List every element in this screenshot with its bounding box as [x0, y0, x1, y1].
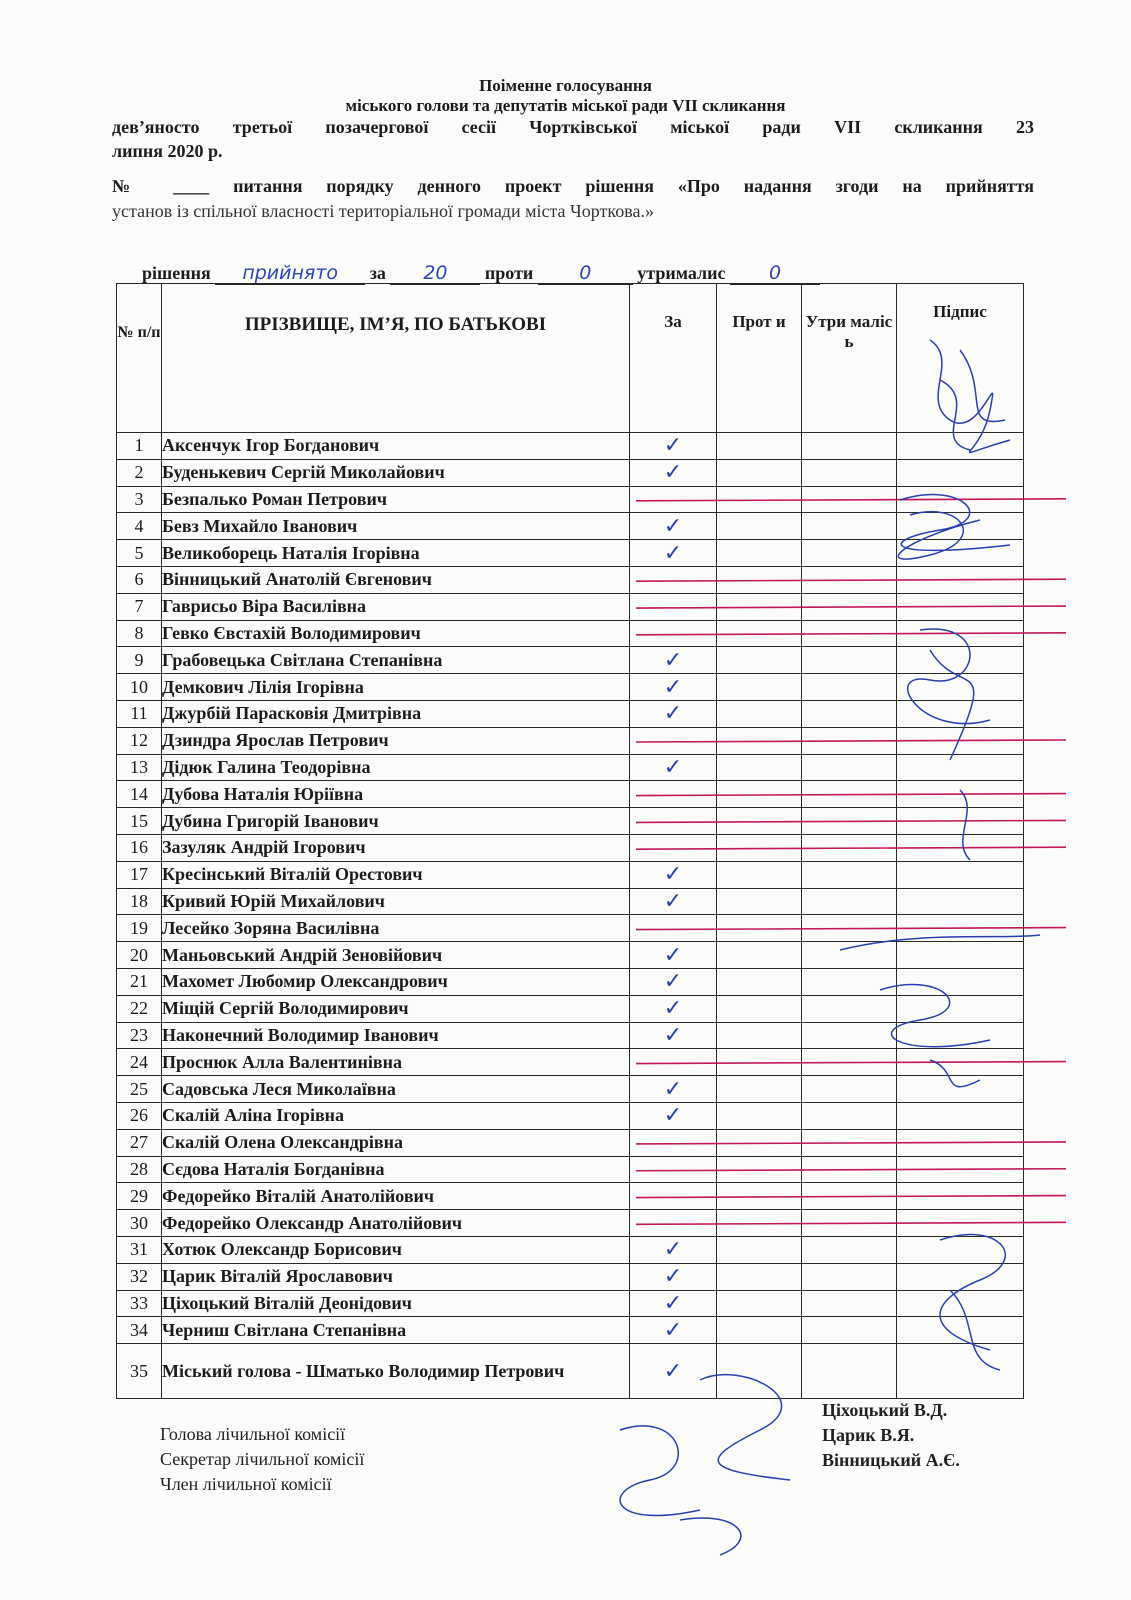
- for-label: за: [369, 263, 386, 283]
- for-mark: ✓: [630, 995, 717, 1022]
- header-against: Прот и: [717, 284, 802, 433]
- commission-role: Член лічильної комісії: [160, 1474, 332, 1494]
- row-number: 6: [117, 566, 162, 593]
- against-label: проти: [484, 263, 534, 283]
- row-number: 8: [117, 620, 162, 647]
- row-name: Джурбій Парасковія Дмитрівна: [162, 700, 630, 727]
- row-number: 20: [117, 942, 162, 969]
- row-number: 13: [117, 754, 162, 781]
- strike-line: [636, 740, 1066, 742]
- row-name: Великоборець Наталія Ігорівна: [162, 540, 630, 567]
- row-name: Дубина Григорій Іванович: [162, 808, 630, 835]
- for-mark: ✓: [630, 1263, 717, 1290]
- row-number: 17: [117, 861, 162, 888]
- row-number: 26: [117, 1102, 162, 1129]
- row-number: 2: [117, 459, 162, 486]
- for-mark: ✓: [630, 1022, 717, 1049]
- row-number: 28: [117, 1156, 162, 1183]
- row-number: 7: [117, 593, 162, 620]
- for-mark: ✓: [630, 674, 717, 701]
- row-name: Дубова Наталія Юріївна: [162, 781, 630, 808]
- row-name: Демкович Лілія Ігорівна: [162, 674, 630, 701]
- row-name: Гаврисьо Віра Василівна: [162, 593, 630, 620]
- row-name: Ціхоцький Віталій Деонідович: [162, 1290, 630, 1317]
- row-name: Безпалько Роман Петрович: [162, 486, 630, 513]
- row-name: Проснюк Алла Валентинівна: [162, 1049, 630, 1076]
- row-number: 29: [117, 1183, 162, 1210]
- row-name: Міський голова - Шматько Володимир Петрович: [162, 1344, 630, 1399]
- session-line-1: дев’яносто третьої позачергової сесії Чортківської міської ради VII скликання 23: [112, 117, 1034, 137]
- row-name: Міщій Сергій Володимирович: [162, 995, 630, 1022]
- commission-role: Секретар лічильної комісії: [160, 1449, 365, 1469]
- row-number: 18: [117, 888, 162, 915]
- row-number: 24: [117, 1049, 162, 1076]
- row-name: Хотюк Олександр Борисович: [162, 1236, 630, 1263]
- row-number: 12: [117, 727, 162, 754]
- against-value: 0: [538, 262, 633, 285]
- for-mark: ✓: [630, 754, 717, 781]
- for-mark: ✓: [630, 968, 717, 995]
- row-name: Наконечний Володимир Іванович: [162, 1022, 630, 1049]
- commission-name: Ціхоцький В.Д.: [822, 1400, 948, 1420]
- row-name: Федорейко Олександр Анатолійович: [162, 1210, 630, 1237]
- strike-line: [636, 606, 1066, 608]
- row-number: 9: [117, 647, 162, 674]
- strike-lines: [636, 499, 1066, 1225]
- decision-value: прийнято: [215, 262, 365, 285]
- signature-group-3: [908, 629, 990, 860]
- commission-name: Царик В.Я.: [822, 1425, 915, 1445]
- row-number: 31: [117, 1236, 162, 1263]
- commission-role: Голова лічильної комісії: [160, 1424, 346, 1444]
- header-for: За: [630, 284, 717, 433]
- for-mark: ✓: [630, 647, 717, 674]
- row-number: 19: [117, 915, 162, 942]
- row-name: Черниш Світлана Степанівна: [162, 1317, 630, 1344]
- strike-line: [636, 499, 1066, 501]
- header-signature: Підпис: [897, 284, 1024, 433]
- for-value: 20: [390, 262, 480, 285]
- decision-label: рішення: [142, 263, 211, 283]
- row-number: 23: [117, 1022, 162, 1049]
- for-mark: ✓: [630, 942, 717, 969]
- row-number: 25: [117, 1076, 162, 1103]
- for-mark: ✓: [630, 1076, 717, 1103]
- for-mark: ✓: [630, 1102, 717, 1129]
- row-name: Лесейко Зоряна Василівна: [162, 915, 630, 942]
- row-name: Кресінський Віталій Орестович: [162, 861, 630, 888]
- commission-name: Вінницький А.Є.: [822, 1450, 960, 1470]
- row-name: Сєдова Наталія Богданівна: [162, 1156, 630, 1183]
- row-name: Грабовецька Світлана Степанівна: [162, 647, 630, 674]
- strike-line: [636, 1142, 1066, 1144]
- for-mark: ✓: [630, 1344, 717, 1399]
- strike-line: [636, 633, 1066, 635]
- row-number: 22: [117, 995, 162, 1022]
- row-name: Кривий Юрій Михайлович: [162, 888, 630, 915]
- row-name: Махомет Любомир Олександрович: [162, 968, 630, 995]
- row-name: Садовська Леся Миколаївна: [162, 1076, 630, 1103]
- row-number: 16: [117, 834, 162, 861]
- row-name: Дзиндра Ярослав Петрович: [162, 727, 630, 754]
- abstain-value: 0: [730, 262, 820, 285]
- row-name: Бевз Михайло Іванович: [162, 513, 630, 540]
- row-name: Царик Віталій Ярославович: [162, 1263, 630, 1290]
- for-mark: ✓: [630, 433, 717, 460]
- strike-line: [636, 1196, 1066, 1198]
- for-mark: ✓: [630, 1236, 717, 1263]
- row-number: 14: [117, 781, 162, 808]
- question-line-2: установ із спільної власності територіальної громади міста Чорткова.»: [112, 201, 654, 221]
- row-name: Скалій Аліна Ігорівна: [162, 1102, 630, 1129]
- row-name: Буденькевич Сергій Миколайович: [162, 459, 630, 486]
- strike-line: [636, 1062, 1066, 1064]
- strike-line: [636, 579, 1066, 581]
- row-number: 32: [117, 1263, 162, 1290]
- for-mark: ✓: [630, 1317, 717, 1344]
- document-subtitle: міського голови та депутатів міської ради VII скликання: [345, 96, 786, 115]
- for-mark: ✓: [630, 700, 717, 727]
- for-mark: ✓: [630, 459, 717, 486]
- header-num: № п/п: [117, 284, 162, 433]
- signature-group-2: [898, 494, 1010, 559]
- row-name: Маньовський Андрій Зеновійович: [162, 942, 630, 969]
- row-number: 35: [117, 1344, 162, 1399]
- row-number: 4: [117, 513, 162, 540]
- row-number: 1: [117, 433, 162, 460]
- row-number: 11: [117, 700, 162, 727]
- header-name: ПРІЗВИЩЕ, ІМ’Я, ПО БАТЬКОВІ: [162, 284, 630, 433]
- signature-scribbles: [620, 340, 1040, 1555]
- row-name: Зазуляк Андрій Ігорович: [162, 834, 630, 861]
- signature-group-5: [940, 1235, 1005, 1370]
- session-line-2: липня 2020 р.: [112, 141, 223, 161]
- strike-line: [636, 928, 1066, 930]
- strike-line: [636, 794, 1066, 796]
- row-number: 5: [117, 540, 162, 567]
- row-number: 27: [117, 1129, 162, 1156]
- row-number: 15: [117, 808, 162, 835]
- for-mark: ✓: [630, 861, 717, 888]
- header-abstain: Утри маліс ь: [802, 284, 897, 433]
- strike-line: [636, 1169, 1066, 1171]
- question-line-1: № ____ питання порядку денного проект рішення «Про надання згоди на прийняття: [112, 176, 1034, 196]
- row-name: Дідюк Галина Теодорівна: [162, 754, 630, 781]
- document-title: Поіменне голосування: [479, 76, 652, 95]
- row-name: Гевко Євстахій Володимирович: [162, 620, 630, 647]
- row-number: 21: [117, 968, 162, 995]
- for-mark: ✓: [630, 1290, 717, 1317]
- signature-group-4: [840, 935, 1040, 1087]
- row-number: 3: [117, 486, 162, 513]
- strike-line: [636, 847, 1066, 849]
- for-mark: ✓: [630, 540, 717, 567]
- row-number: 30: [117, 1210, 162, 1237]
- signature-group-1: [930, 340, 1010, 452]
- strike-line: [636, 1222, 1066, 1224]
- signature-group-6: [620, 1375, 790, 1555]
- strike-line: [636, 820, 1066, 822]
- row-name: Федорейко Віталій Анатолійович: [162, 1183, 630, 1210]
- row-number: 10: [117, 674, 162, 701]
- row-number: 33: [117, 1290, 162, 1317]
- row-number: 34: [117, 1317, 162, 1344]
- row-name: Аксенчук Ігор Богданович: [162, 433, 630, 460]
- abstain-label: утрималис: [637, 263, 726, 283]
- row-name: Вінницький Анатолій Євгенович: [162, 566, 630, 593]
- row-name: Скалій Олена Олександрівна: [162, 1129, 630, 1156]
- for-mark: ✓: [630, 513, 717, 540]
- for-mark: ✓: [630, 888, 717, 915]
